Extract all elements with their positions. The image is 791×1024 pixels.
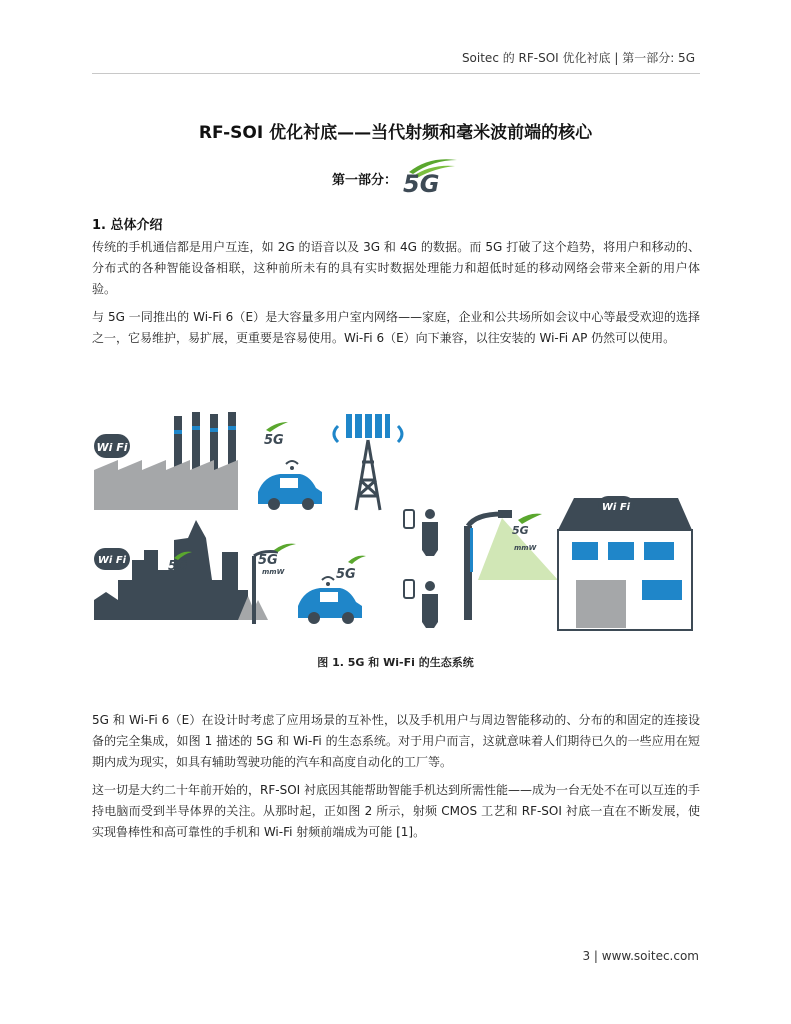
document-title: RF-SOI 优化衬底——当代射频和毫米波前端的核心	[198, 123, 593, 143]
5g-mmw-badge-icon	[258, 544, 296, 576]
car-icon	[258, 461, 322, 510]
factory-icon	[94, 412, 238, 510]
svg-text:mmW: mmW	[514, 544, 537, 552]
car-2-icon	[298, 577, 362, 624]
ecosystem-illustration	[88, 400, 704, 640]
paragraph-1: 传统的手机通信都是用户互连，如 2G 的语音以及 3G 和 4G 的数据。而 5G 打破了这个趋势，将用户和移动的、分布式的各种智能设备相联，这种前所未有的具有实时数据处理能力和超低时延的移动网络会带来全新的用户体验。	[92, 240, 700, 296]
part-label: 第一部分：	[331, 172, 397, 188]
wifi-badge-city-icon	[94, 548, 130, 570]
5g-logo-icon	[399, 158, 459, 198]
person-icon	[422, 509, 438, 628]
paragraph-3: 5G 和 Wi-Fi 6（E）在设计时考虑了应用场景的互补性，以及手机用户与周边智能移动的、分布的和固定的连接设备的完全集成，如图 1 描述的 5G 和 Wi-Fi 的生态系统。对于用户而言，这就意味着人们期待已久的一些应用在短期内成为现实，如具有辅助驾驶功能的汽车和高度自动化的工厂等。	[92, 713, 700, 769]
svg-text:5G: 5G	[336, 567, 356, 582]
page-footer: 3 | www.soitec.com	[582, 949, 699, 963]
wifi-badge-icon	[94, 434, 130, 458]
5g-badge-icon	[264, 422, 288, 448]
street-lamp-icon	[464, 510, 558, 620]
phone-icon	[404, 510, 414, 598]
svg-text:Wi Fi: Wi Fi	[96, 441, 128, 454]
header-divider	[92, 73, 700, 74]
svg-text:Wi Fi: Wi Fi	[601, 502, 631, 513]
svg-text:5G: 5G	[264, 433, 284, 448]
section-heading: 1. 总体介绍	[92, 218, 163, 233]
svg-text:5G: 5G	[168, 559, 188, 574]
5g-logo-text: 5G	[403, 170, 440, 198]
paragraph-2: 与 5G 一同推出的 Wi-Fi 6（E）是大容量多用户室内网络——家庭，企业和公共场所如会议中心等最受欢迎的选择之一，它易维护，易扩展，更重要是容易使用。Wi-Fi 6（E）向下兼容，以往安装的 Wi-Fi AP 仍然可以使用。	[92, 310, 700, 345]
svg-text:5G: 5G	[258, 553, 278, 568]
paragraph-4: 这一切是大约二十年前开始的，RF-SOI 衬底因其能帮助智能手机达到所需性能——成为一台无处不在可以互连的手持电脑而受到半导体界的关注。从那时起，正如图 2 所示，射频 CMOS 工艺和 RF-SOI 衬底一直在不断发展，使实现鲁棒性和高可靠性的手机和 Wi-Fi 射频前端成为可能 [1]。	[92, 783, 700, 839]
svg-text:Wi Fi: Wi Fi	[97, 555, 127, 566]
house-icon	[558, 498, 692, 630]
figure-caption: 图 1. 5G 和 Wi-Fi 的生态系统	[317, 656, 474, 669]
svg-text:5G: 5G	[512, 524, 529, 537]
svg-text:mmW: mmW	[262, 568, 285, 576]
running-header: Soitec 的 RF-SOI 优化衬底 | 第一部分: 5G	[461, 51, 695, 65]
subtitle-row	[0, 158, 791, 198]
cell-tower-icon	[334, 414, 402, 510]
5g-badge-road-icon	[336, 556, 366, 582]
wifi-badge-house-icon	[598, 496, 634, 516]
